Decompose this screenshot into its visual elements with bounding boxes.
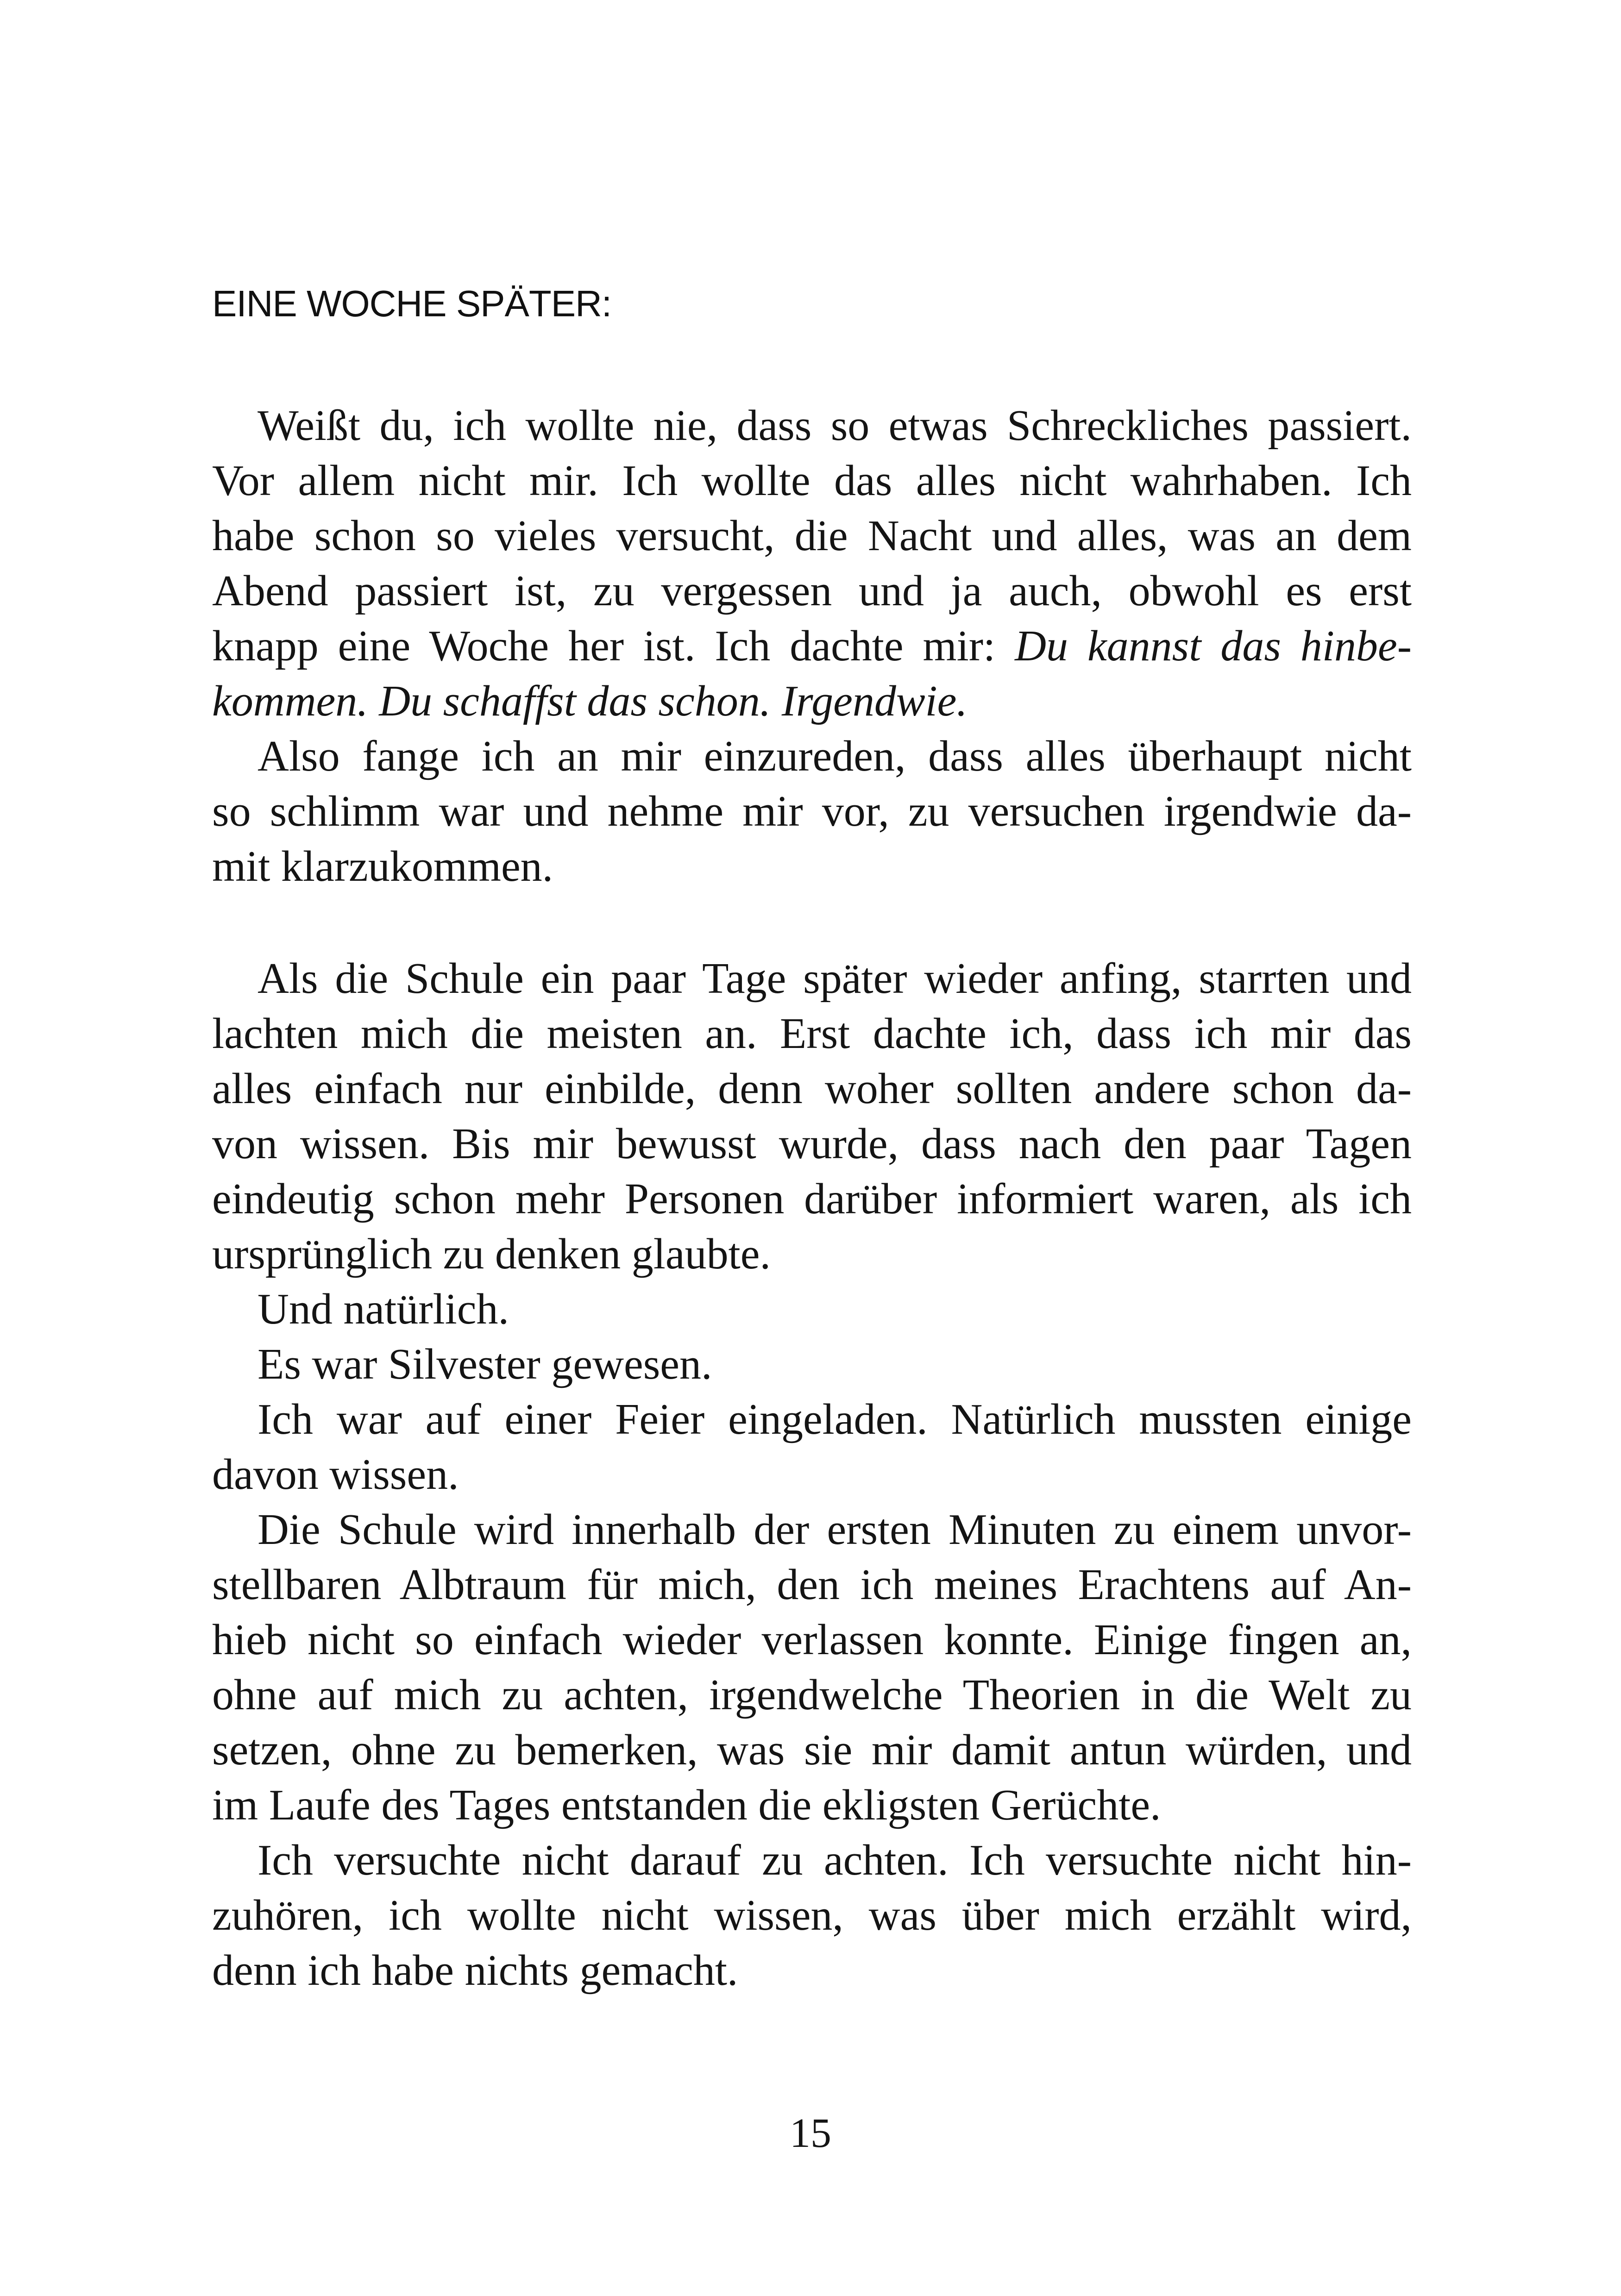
page-number: 15: [790, 2110, 831, 2156]
paragraph-4: [212, 1282, 1412, 1337]
paragraph-1: [212, 398, 1412, 729]
text-line: so schlimm war und nehme mir vor, zu versuchen irgendwie da-: [212, 787, 1412, 835]
paragraph-7: [212, 1502, 1412, 1833]
text-line: Es war Silvester gewesen.: [258, 1340, 712, 1388]
text-line: von wissen. Bis mir bewusst wurde, dass nach den paar Tagen: [212, 1120, 1412, 1168]
text-line: mit klarzukommen.: [212, 842, 553, 891]
italic-thought: kommen. Du schaffst das schon. Irgendwie.: [212, 677, 968, 725]
text-line-italic: [212, 674, 1412, 729]
text-line: Vor allem nicht mir. Ich wollte das alles nicht wahrhaben. Ich: [212, 457, 1412, 505]
text-line: ursprünglich zu denken glaubte.: [212, 1230, 771, 1278]
section-gap: [212, 894, 1412, 951]
paragraph-6: [212, 1392, 1412, 1502]
text-line: Ich war auf einer Feier eingeladen. Natürlich mussten einige: [258, 1395, 1412, 1443]
text-line: Und natürlich.: [258, 1285, 509, 1333]
body-text: [212, 398, 1412, 1998]
text-line: Also fange ich an mir einzureden, dass alles überhaupt nicht: [258, 732, 1412, 780]
text-line: im Laufe des Tages entstanden die ekligsten Gerüchte.: [212, 1781, 1161, 1829]
text-line: eindeutig schon mehr Personen darüber informiert waren, als ich: [212, 1175, 1412, 1223]
italic-thought: Du kannst das hinbe-: [1015, 622, 1412, 670]
text-line: hieb nicht so einfach wieder verlassen konnte. Einige fingen an,: [212, 1616, 1412, 1664]
text-line: davon wissen.: [212, 1450, 459, 1499]
paragraph-8: [212, 1833, 1412, 1998]
text-line: denn ich habe nichts gemacht.: [212, 1946, 738, 1995]
text-line: Die Schule wird innerhalb der ersten Minuten zu einem unvor-: [258, 1506, 1412, 1554]
text-line: ohne auf mich zu achten, irgendwelche Theorien in die Welt zu: [212, 1671, 1412, 1719]
chapter-heading: EINE WOCHE SPÄTER:: [212, 283, 612, 324]
text-line-mixed: [212, 619, 1412, 674]
text-line: Ich versuchte nicht darauf zu achten. Ich versuchte nicht hin-: [258, 1836, 1412, 1884]
paragraph-2: [212, 729, 1412, 894]
text-line: Als die Schule ein paar Tage später wieder anfing, starrten und: [258, 954, 1412, 1003]
text-line: setzen, ohne zu bemerken, was sie mir damit antun würden, und: [212, 1726, 1412, 1774]
text-line: stellbaren Albtraum für mich, den ich meines Erachtens auf An-: [212, 1561, 1412, 1609]
text-line: habe schon so vieles versucht, die Nacht und alles, was an dem: [212, 512, 1412, 560]
text-line: zuhören, ich wollte nicht wissen, was über mich erzählt wird,: [212, 1891, 1412, 1939]
text-line: Abend passiert ist, zu vergessen und ja auch, obwohl es erst: [212, 567, 1412, 615]
text-line-roman-part: knapp eine Woche her ist. Ich dachte mir:: [212, 622, 996, 670]
text-line: Weißt du, ich wollte nie, dass so etwas Schreckliches passiert.: [258, 401, 1412, 450]
paragraph-5: [212, 1337, 1412, 1392]
text-line: alles einfach nur einbilde, denn woher sollten andere schon da-: [212, 1065, 1412, 1113]
paragraph-3: [212, 951, 1412, 1282]
text-line: lachten mich die meisten an. Erst dachte ich, dass ich mir das: [212, 1010, 1412, 1058]
